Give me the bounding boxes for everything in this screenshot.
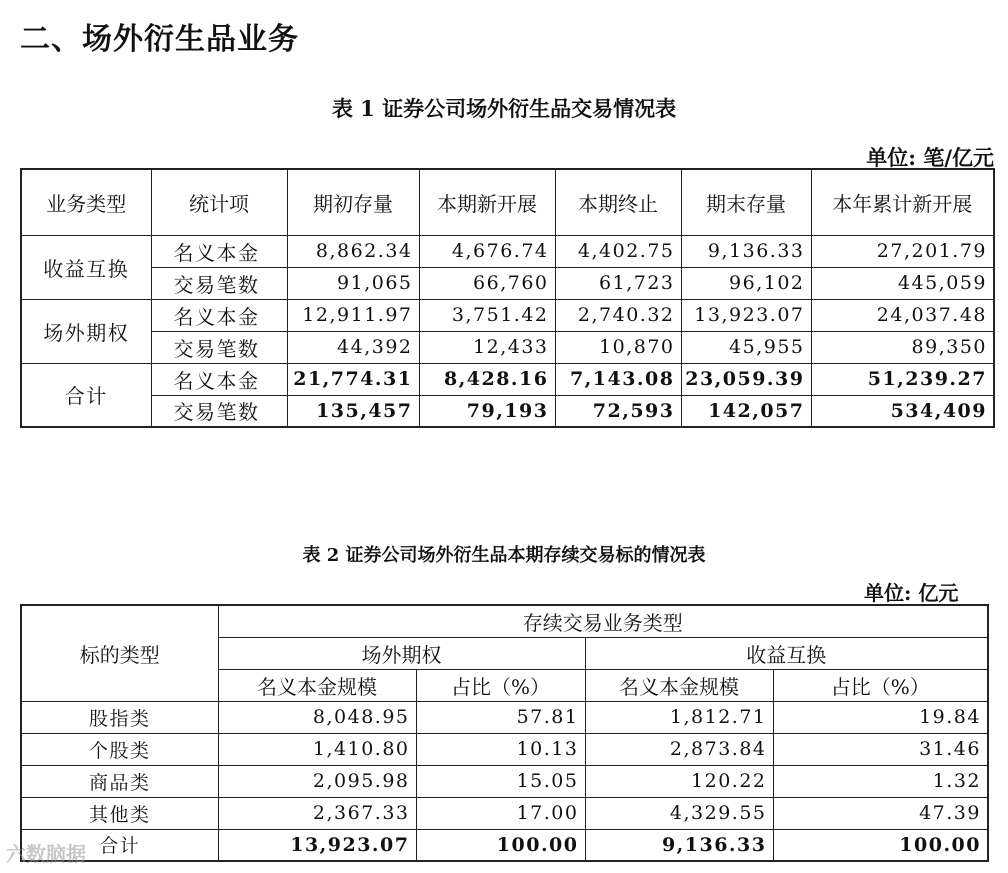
table-cell: 2,367.33 [218,797,416,829]
underlying-assets-table [20,604,989,862]
category-label: 股指类 [21,701,218,733]
table-cell: 120.22 [585,765,773,797]
stat-item: 名义本金 [151,235,287,267]
table-cell: 100.00 [773,829,988,861]
table1-header-opening: 期初存量 [287,169,419,235]
table-row [21,829,988,861]
table-cell: 12,433 [419,331,555,363]
table-cell: 1,812.71 [585,701,773,733]
stat-item: 名义本金 [151,363,287,395]
table1-header-ytd-new: 本年累计新开展 [811,169,994,235]
table-cell: 2,095.98 [218,765,416,797]
table-row [21,765,988,797]
table-row [21,299,994,331]
table-cell: 8,862.34 [287,235,419,267]
category-label: 其他类 [21,797,218,829]
stat-item: 交易笔数 [151,267,287,299]
table1-caption: 表 1 证券公司场外衍生品交易情况表 [331,96,677,121]
section-title: 二、场外衍生品业务 [20,22,299,57]
table-cell: 8,048.95 [218,701,416,733]
table-cell: 45,955 [681,331,811,363]
table-cell: 13,923.07 [218,829,416,861]
table1-header-terminated: 本期终止 [555,169,681,235]
category-label: 个股类 [21,733,218,765]
table-cell: 142,057 [681,395,811,427]
stat-item: 交易笔数 [151,395,287,427]
table-cell: 3,751.42 [419,299,555,331]
table-cell: 15.05 [416,765,585,797]
watermark-logo: 六数脑据 [6,842,86,866]
table-cell: 19.84 [773,701,988,733]
table2-subheader: 占比（%） [416,669,585,701]
table-cell: 4,402.75 [555,235,681,267]
table-cell: 17.00 [416,797,585,829]
table2-caption: 表 2 证券公司场外衍生品本期存续交易标的情况表 [302,545,706,566]
table-cell: 66,760 [419,267,555,299]
table-cell: 135,457 [287,395,419,427]
table-cell: 10,870 [555,331,681,363]
table-cell: 23,059.39 [681,363,811,395]
table2-header-options: 场外期权 [218,637,585,669]
table-cell: 91,065 [287,267,419,299]
table-cell: 13,923.07 [681,299,811,331]
table-cell: 9,136.33 [585,829,773,861]
table2-header-swaps: 收益互换 [585,637,988,669]
table-cell: 57.81 [416,701,585,733]
table-cell: 79,193 [419,395,555,427]
table1-header-stat-item: 统计项 [151,169,287,235]
table-cell: 1,410.80 [218,733,416,765]
table-cell: 2,873.84 [585,733,773,765]
table2-subheader: 名义本金规模 [218,669,416,701]
table-cell: 21,774.31 [287,363,419,395]
table-cell: 89,350 [811,331,994,363]
stat-item: 名义本金 [151,299,287,331]
table-cell: 4,329.55 [585,797,773,829]
table-cell: 7,143.08 [555,363,681,395]
table-row [21,331,994,363]
table2-header-top: 存续交易业务类型 [218,605,988,637]
table-cell: 2,740.32 [555,299,681,331]
table1-unit: 单位: 笔/亿元 [866,145,994,170]
table1-header-row [21,169,994,235]
table2-unit: 单位: 亿元 [864,581,959,605]
table-cell: 10.13 [416,733,585,765]
table-row [21,235,994,267]
group-label: 合计 [21,363,151,427]
table-row [21,363,994,395]
table-row [21,267,994,299]
table-cell: 31.46 [773,733,988,765]
table-row [21,395,994,427]
table-cell: 96,102 [681,267,811,299]
table2-subheader: 名义本金规模 [585,669,773,701]
table1-header-business-type: 业务类型 [21,169,151,235]
stat-item: 交易笔数 [151,331,287,363]
category-label: 合计 [21,829,218,861]
table-row [21,701,988,733]
table2-header-underlying-type: 标的类型 [21,605,218,701]
group-label: 收益互换 [21,235,151,299]
table-cell: 51,239.27 [811,363,994,395]
table-cell: 61,723 [555,267,681,299]
otc-derivatives-trading-table [20,168,995,428]
table-cell: 8,428.16 [419,363,555,395]
table-cell: 534,409 [811,395,994,427]
table1-header-new: 本期新开展 [419,169,555,235]
table-cell: 100.00 [416,829,585,861]
table2-subheader: 占比（%） [773,669,988,701]
group-label: 场外期权 [21,299,151,363]
table-cell: 24,037.48 [811,299,994,331]
table-cell: 9,136.33 [681,235,811,267]
table-cell: 44,392 [287,331,419,363]
table-cell: 12,911.97 [287,299,419,331]
table-row [21,733,988,765]
table-cell: 445,059 [811,267,994,299]
table-cell: 1.32 [773,765,988,797]
table-cell: 4,676.74 [419,235,555,267]
table-cell: 27,201.79 [811,235,994,267]
table-cell: 47.39 [773,797,988,829]
table-cell: 72,593 [555,395,681,427]
category-label: 商品类 [21,765,218,797]
table-row [21,797,988,829]
table1-header-closing: 期末存量 [681,169,811,235]
